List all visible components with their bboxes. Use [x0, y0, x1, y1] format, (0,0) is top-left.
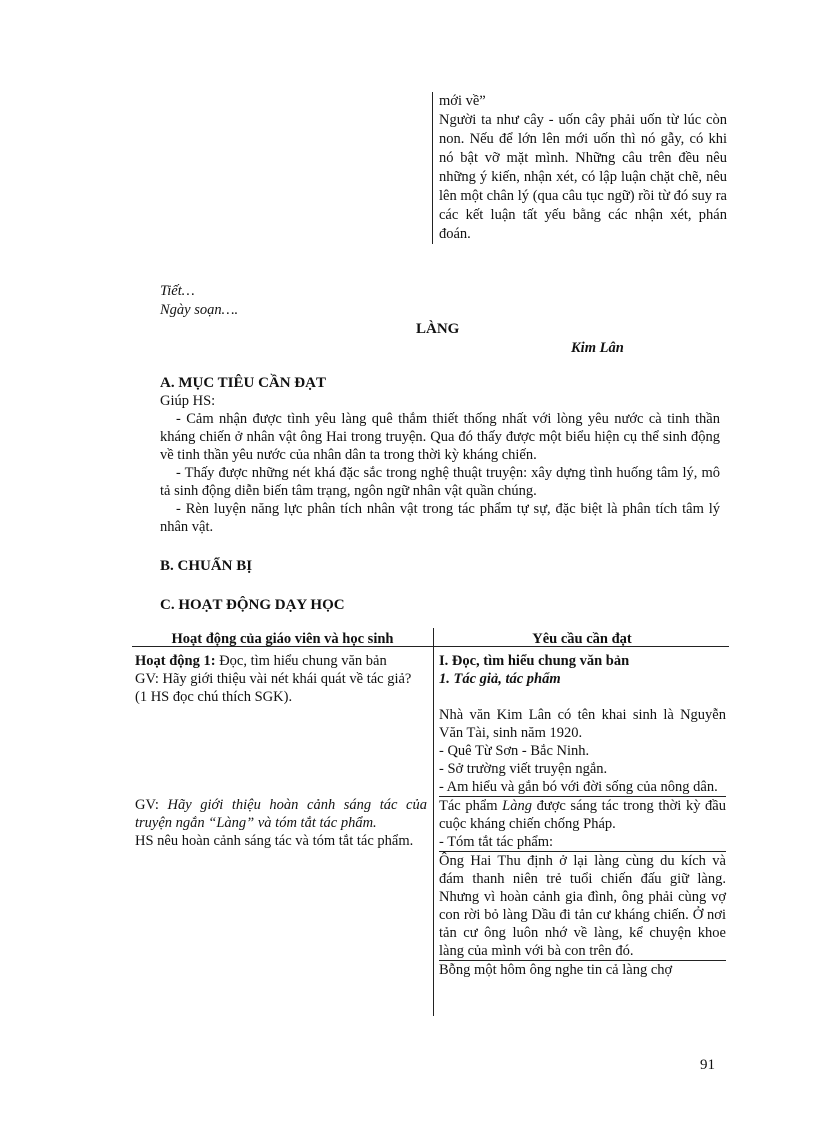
section-a-list [160, 410, 720, 536]
summary-paragraph: Ông Hai Thu định ở lại làng cùng du kích và đám thanh niên trẻ tuổi chiến đấu giữ làng. Nhưng vì hoàn cảnh gia đình, ông phải cùng vợ con rời bỏ làng Dầu đi tản cư kháng chiến. Ở nơi tản cư ông luôn nhớ về làng, kể chuyện khoe làng của mình với bà con trên đó. [439, 853, 726, 959]
section-i-heading: I. Đọc, tìm hiểu chung văn bản [439, 653, 630, 669]
activity-1-text: Đọc, tìm hiểu chung văn bản [215, 653, 387, 669]
summary-label: - Tóm tắt tác phẩm: [439, 834, 554, 850]
work-suffix: được sáng tác trong thời kỳ đầu cuộc kháng chiến chống Pháp. [439, 798, 726, 832]
author-bullet: - Quê Từ Sơn - Bắc Ninh. [439, 743, 590, 759]
continuation-paragraph: Người ta như cây - uốn cây phải uốn từ lúc còn non. Nếu để lớn lên mới uốn thì nó gẫy, có khi nó bật vỡ mặt mình. Những câu trên đều nêu những ý kiến, nhận xét, có lập luận chặt chẽ, nêu lên một chân lý (qua câu tục ngữ) rồi từ đó suy ra các kết luận tất yếu bằng các nhận xét, phán đoán. [439, 112, 727, 242]
question-context-italic: Hãy giới thiệu hoàn cảnh sáng tác của truyện ngắn “Làng” và tóm tắt tác phẩm. [135, 797, 427, 831]
table-left-column [135, 652, 427, 850]
author-bullet: - Sở trường viết truyện ngắn. [439, 761, 608, 777]
table-header-left: Hoạt động của giáo viên và học sinh [171, 631, 394, 647]
table-column-divider [433, 628, 434, 1016]
table-right-column [439, 652, 726, 979]
answer-context: HS nêu hoàn cảnh sáng tác và tóm tắt tác phẩm. [135, 833, 414, 849]
lesson-author: Kim Lân [571, 340, 624, 356]
work-prefix: Tác phẩm [439, 798, 503, 814]
summary-paragraph-continued: Bỗng một hôm ông nghe tin cả làng chợ [439, 960, 726, 979]
table-header-right: Yêu cầu cần đạt [532, 631, 632, 647]
tiet-label: Tiết… [160, 283, 195, 299]
objective-item: - Cảm nhận được tình yêu làng quê thắm thiết thống nhất với lòng yêu nước cà tinh thần kháng chiến ở nhân vật ông Hai trong truyện. Qua đó thấy được một biểu hiện cụ thể sinh động về tinh thần yêu nước của nhân dân ta trong thời kỳ kháng chiến. [160, 411, 720, 463]
lesson-title: LÀNG [416, 321, 460, 337]
activity-table [132, 628, 729, 1016]
question-context [135, 796, 427, 832]
section-b-heading: B. CHUẨN BỊ [160, 558, 253, 574]
activity-1-label: Hoạt động 1: [135, 653, 216, 669]
question-author: GV: Hãy giới thiệu vài nét khái quát về tác giả? [135, 671, 412, 687]
subsection-1-heading: 1. Tác giả, tác phẩm [439, 671, 561, 687]
objective-item: - Thấy được những nét khá đặc sắc trong nghệ thuật truyện: xây dựng tình huống tâm lý, mô tả sinh động diễn biến tâm trạng, ngôn ngữ nhân vật quần chúng. [160, 465, 720, 499]
author-bullet: - Am hiểu và gắn bó với đời sống của nông dân. [439, 779, 718, 795]
continuation-box [432, 92, 727, 244]
activity-1-line [135, 652, 427, 670]
author-info: Nhà văn Kim Lân có tên khai sinh là Nguyễn Văn Tài, sinh năm 1920. [439, 707, 726, 741]
section-a-heading: A. MỤC TIÊU CẦN ĐẠT [160, 375, 326, 391]
question-context-prefix: GV: [135, 797, 168, 813]
section-a-intro: Giúp HS: [160, 393, 216, 409]
page-number: 91 [700, 1057, 715, 1073]
question-author-note: (1 HS đọc chú thích SGK). [135, 689, 293, 705]
section-c-heading: C. HOẠT ĐỘNG DẠY HỌC [160, 597, 345, 613]
ngay-soan-label: Ngày soạn…. [160, 302, 239, 318]
work-info [439, 796, 726, 833]
continuation-line-1: mới về” [439, 93, 486, 109]
objective-item: - Rèn luyện năng lực phân tích nhân vật trong tác phẩm tự sự, đặc biệt là phân tích tâm lý nhân vật. [160, 501, 720, 535]
work-title: Làng [502, 798, 532, 814]
